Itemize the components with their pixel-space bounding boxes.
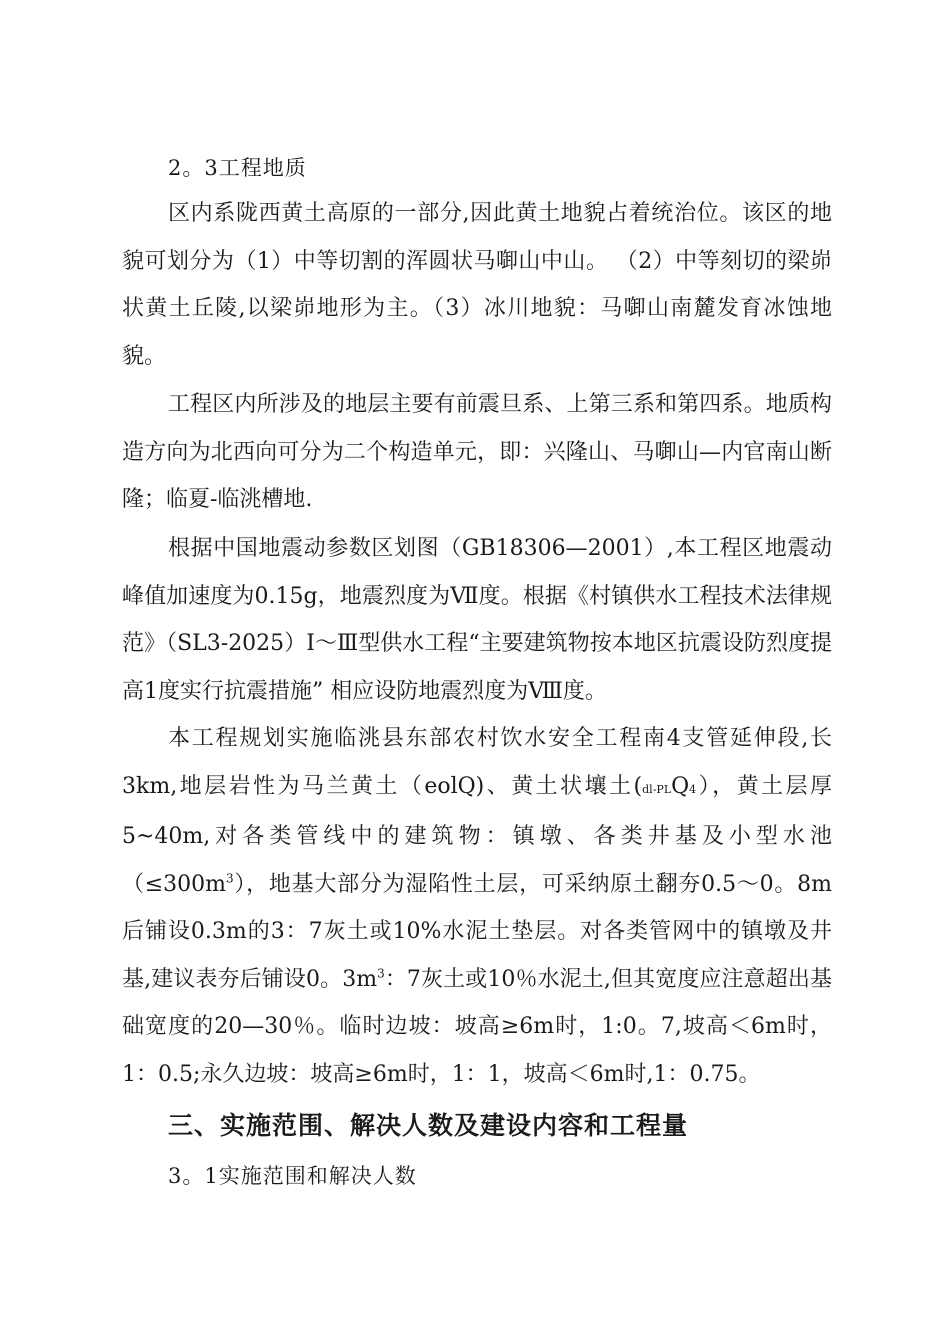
foundation-text-e: ：7灰土或10％水泥土,但其宽度应注意超出基础宽度的20—30％。临时边坡：坡高≥6m时，1:0。7,坡高＜6m时，1：0.5;永久边坡：坡高≥6m时，1：1，坡高＜6m时,1：0.75。 [122,966,832,1087]
foundation-subscript-4: 4 [689,782,697,796]
subsection-heading-2-3: 2。3工程地质 [168,156,307,180]
foundation-superscript-3b: 3 [377,966,385,981]
foundation-text-q: Q [671,773,690,799]
foundation-subscript-dl-pl: dl-PL [642,782,672,796]
paragraph-seismic: 根据中国地震动参数区划图（GB18306—2001）,本工程区地震动峰值加速度为0.15g，地震烈度为Ⅶ度。根据《村镇供水工程技术法律规范》（SL3-2025）Ⅰ～Ⅲ型供水工程“主要建筑物按本地区抗震设防烈度提高1度实行抗震措施” 相应设防地震烈度为Ⅷ度。 [122,536,832,704]
foundation-superscript-3: 3 [226,871,234,886]
paragraph-geomorphology: 区内系陇西黄土高原的一部分,因此黄土地貌占着统治位。该区的地貌可划分为（1）中等切割的浑圆状马啣山中山。 （2）中等刻切的梁峁状黄土丘陵,以梁峁地形为主。（3）冰川地貌：马啣山南麓发育冰蚀地貌。 [122,201,832,369]
section-title-3: 三、实施范围、解决人数及建设内容和工程量 [168,1111,689,1140]
foundation-text-c: ），黄土层厚5~40m,对各类管线中的建筑物：镇墩、各类井基及小型水池（≤300m [122,773,832,897]
subsection-heading-3-1: 3。1实施范围和解决人数 [168,1164,417,1188]
foundation-text-a: 本工程规划实施临洮县东部农村饮水安全工程南4支管延伸段,长3km,地层岩性为马兰黄土（eolQ)、黄土状壤土( [122,726,832,799]
foundation-text-d: ），地基大部分为湿陷性土层，可采纳原土翻夯0.5～0。8m后铺设0.3m的3：7灰土或10%水泥土垫层。对各类管网中的镇墩及井基,建议表夯后铺设0。3m [122,871,832,992]
paragraph-strata: 工程区内所涉及的地层主要有前震旦系、上第三系和第四系。地质构造方向为北西向可分为二个构造单元，即：兴隆山、马啣山—内官南山断隆；临夏-临洮槽地. [122,392,832,512]
paragraph-foundation [122,715,832,1098]
